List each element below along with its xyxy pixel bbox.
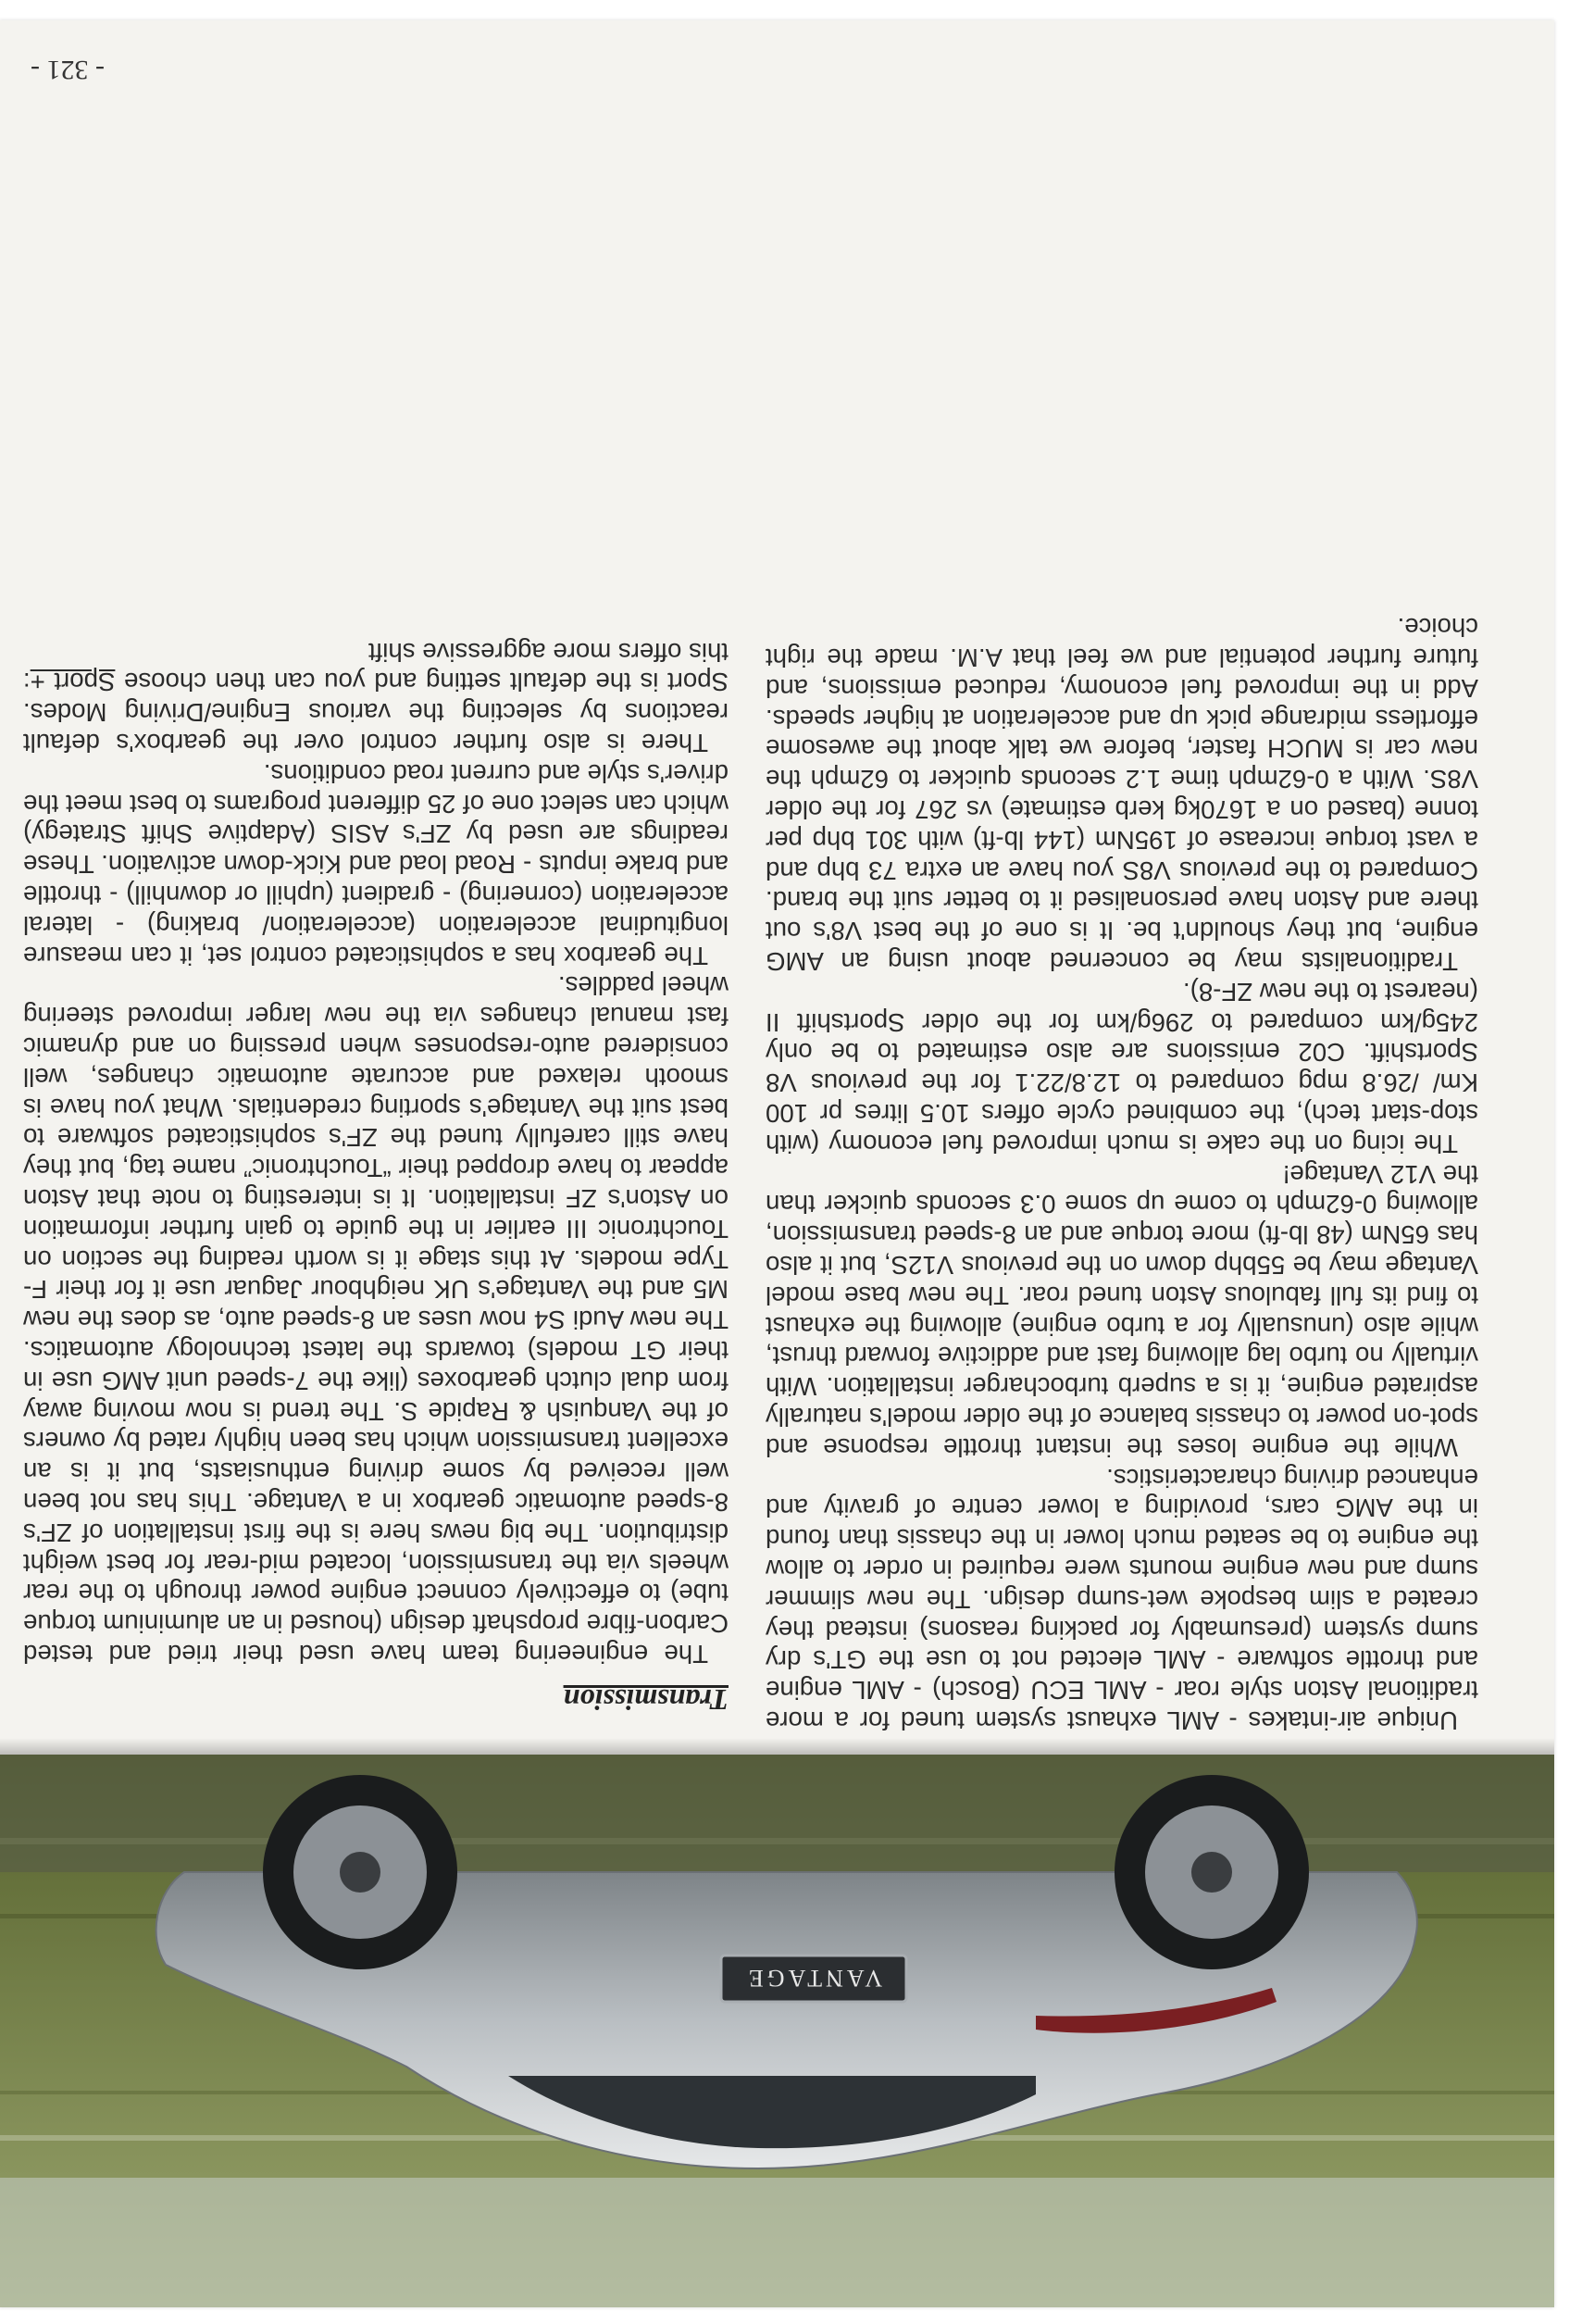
paragraph: The gearbox has a sophisticated control set, it can measure longitudinal acceleration (acceleration/ braking) - lateral acceleration (cornering) - gradient (uphill or downhill) - throttle and brake inputs - Road load and Kick-down activation. These readings are used by ZF's ASIS (Adaptive Shift Strategy) which can select one of 25 different programs to best meet the driver's style and current road conditions. [23, 758, 729, 970]
paragraph: Traditionalists may be concerned about using an AMG engine, but they shouldn't be. It is one of the best V8's out there and Aston have personalised it to better suit the brand. Compared to the previous V8S you have an extra 73 bhp and a vast torque increase of 195Nm (144 lb-ft) with 301 bhp per tonne (based on a 1670kg kerb estimate) vs 267 for the older V8S. With a 0-62mph time 1.2 seconds quicker to 62mph the new car is MUCH faster, before we talk about the awesome effortless midrange pick up and acceleration at higher speeds. Add in the improved fuel economy, reduced emissions, and future further potential and we feel that A.M. made the right choice. [766, 613, 1478, 977]
car-illustration [0, 1755, 1554, 2307]
left-text-column [766, 612, 1478, 1735]
photo-shadow [0, 1738, 1554, 1755]
road [0, 1755, 1554, 1872]
number-plate-text: VANTAGE [744, 1965, 883, 1992]
sport-plus-mode: Sport + [30, 668, 116, 697]
paragraph-text: There is also further control over the gearbox's default reactions by selecting the various Engine/Driving Modes. Sport is the default setting and you can then choose [23, 668, 729, 758]
paragraph: Unique air-intakes - AML exhaust system tuned for a more traditional Aston style roar - AML ECU (Bosch) - AML engine and throttle software - AML elected not to use the GT's dry sump system (presumably for packing reasons) instead they created a slim bespoke wet-sump design. The new slimmer sump and new engine mounts were required in order to allow the engine to be seated much lower in the chassis than found in the AMG cars, providing a lower centre of gravity and enhanced driving characteristics. [766, 1463, 1478, 1735]
section-heading-transmission: Transmission [563, 1683, 729, 1717]
paragraph: While the engine loses the instant throttle response and spot-on power to chassis balance of the older model's naturally aspirated engine, it is a superb turbocharger installation. With virtually no turbo lag allowing fast and addictive forward thrust, while also (unusually for a turbo engine) allowing the exhaust to find its full fabulous Aston tuned roar. The new base model Vantage may be 55bhp down on the previous V12S, but it also has 65Nm (48 lb-ft) more torque and an 8-speed transmission, allowing 0-62mph to come up some 0.3 seconds quicker than the V12 Vantage! [766, 1159, 1478, 1462]
paragraph-tail: : this offers more aggressive shift [23, 637, 729, 697]
right-text-column [23, 636, 729, 1668]
page-number: - 321 - [31, 55, 105, 85]
paragraph: The engineering team have used their tried and tested Carbon-fibre propshaft design (housed in an aluminium torque tube) to effectively connect engine power through to the rear wheels via the transmission, located mid-rear for best weight distribution. The big news here is the first installation of ZF's 8-speed automatic gearbox in a Vantage. This has not been well received by some driving enthusiasts, but it is an excellent transmission which has been highly rated by owners of the Vanquish & Rapide S. The trend is now moving away from dual clutch gearboxes (like the 7-speed unit AMG use in their GT models) towards the latest technology automatics. The new Audi S4 now uses an 8-speed auto, as does the new M5 and the Vantage's UK neighbour Jaguar use it for their F-Type models. At this stage it is worth reading the section on Touchtronic III earlier in the guide to gain further information on Aston's ZF installation. It is interesting to note that Aston appear to have dropped their “Touchtronic” name tag, but they have still carefully tuned the ZF's sophisticated software to best suit the Vantage's sporting credentials. What you have is smooth relaxed and accurate automatic changes, well considered auto-responses when pressing on and dynamic fast manual changes via the new larger improved steering wheel paddles. [23, 971, 729, 1668]
rear-wheel-left [1115, 1775, 1309, 1969]
sky-haze [0, 2178, 1554, 2307]
paragraph-final [23, 636, 729, 757]
car-photo [0, 1755, 1554, 2307]
magazine-page [0, 20, 1554, 2307]
paragraph: The icing on the cake is much improved fuel economy (with stop-start tech), the combined cycle offers 10.5 litres pr 100 Km/ /26.8 mpg compared to 12.8/22.1 for the previous V8 Sportshift. C02 emissions are also estimated to be only 245g/km compared to 296g/km for the older Sportshift II (nearest to the new ZF-8). [766, 977, 1478, 1158]
rear-wheel-right [263, 1775, 457, 1969]
